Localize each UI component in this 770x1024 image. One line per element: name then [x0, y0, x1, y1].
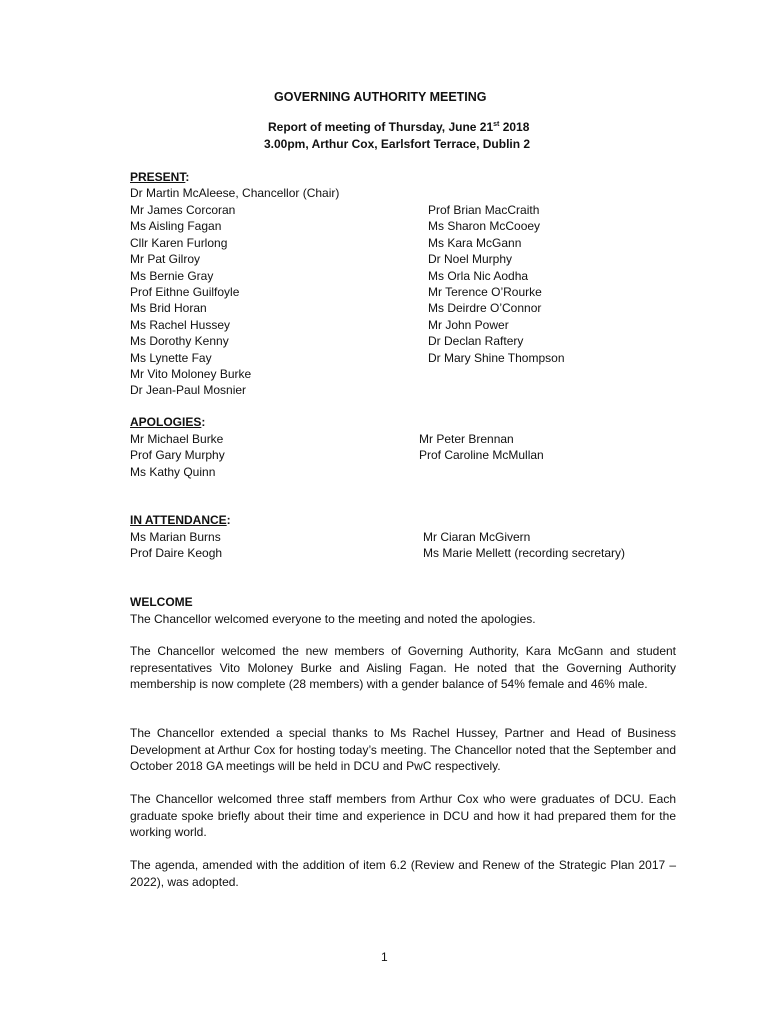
attendance-heading: IN ATTENDANCE: [130, 513, 231, 527]
apologies-list-right [419, 431, 544, 464]
welcome-paragraph-1: The Chancellor welcomed everyone to the meeting and noted the apologies. [130, 612, 536, 626]
report-date-sup: st [493, 121, 500, 128]
welcome-paragraph-5: The agenda, amended with the addition of item 6.2 (Review and Renew of the Strategic Plan 2017 – 2022), was adopted. [130, 858, 676, 889]
present-list-right [428, 202, 565, 366]
present-heading: PRESENT: [130, 170, 190, 184]
present-member: Ms Bernie Gray [130, 268, 214, 283]
present-member: Ms Brid Horan [130, 301, 207, 316]
attendee: Prof Daire Keogh [130, 546, 223, 561]
present-chair: Dr Martin McAleese, Chancellor (Chair) [130, 186, 340, 200]
report-date-text: Report of meeting of Thursday, June 21 [268, 120, 494, 134]
present-member: Ms Sharon McCooey [428, 219, 541, 234]
attendance-list-left [130, 529, 222, 562]
present-member: Ms Dorothy Kenny [130, 334, 229, 349]
report-date-line [268, 120, 529, 134]
present-member: Ms Deirdre O’Connor [428, 301, 542, 316]
apology-member: Prof Caroline McMullan [419, 448, 544, 463]
present-member: Mr Terence O’Rourke [428, 285, 542, 300]
apology-member: Mr Peter Brennan [419, 432, 514, 446]
present-member: Dr Declan Raftery [428, 334, 524, 349]
attendee: Ms Marian Burns [130, 530, 221, 544]
apology-member: Prof Gary Murphy [130, 448, 225, 463]
document-title: GOVERNING AUTHORITY MEETING [274, 90, 487, 104]
present-list-left [130, 202, 251, 399]
present-member: Prof Brian MacCraith [428, 203, 540, 217]
venue-line: 3.00pm, Arthur Cox, Earlsfort Terrace, Dublin 2 [264, 137, 531, 151]
welcome-heading: WELCOME [130, 595, 193, 609]
page-number: 1 [381, 950, 388, 964]
present-member: Prof Eithne Guilfoyle [130, 285, 240, 300]
present-member: Cllr Karen Furlong [130, 235, 228, 250]
present-member: Mr James Corcoran [130, 203, 236, 217]
present-heading-text: PRESENT [130, 170, 186, 184]
apology-member: Ms Kathy Quinn [130, 464, 216, 479]
welcome-paragraph-4: The Chancellor welcomed three staff members from Arthur Cox who were graduates of DCU. Each graduate spoke briefly about their time and experience in DCU and how it had prepared them for the working world. [130, 792, 676, 839]
present-member: Dr Mary Shine Thompson [428, 350, 565, 365]
attendance-list-right [423, 529, 625, 562]
present-member: Mr Pat Gilroy [130, 252, 201, 267]
present-member: Ms Rachel Hussey [130, 317, 231, 332]
present-member: Dr Jean-Paul Mosnier [130, 383, 247, 398]
welcome-paragraph-3: The Chancellor extended a special thanks to Ms Rachel Hussey, Partner and Head of Business Development at Arthur Cox for hosting today’s meeting. The Chancellor noted that the September and October 2018 GA meetings will be held in DCU and PwC respectively. [130, 726, 676, 773]
present-member: Ms Kara McGann [428, 235, 522, 250]
apology-member: Mr Michael Burke [130, 432, 224, 446]
present-member: Mr Vito Moloney Burke [130, 367, 252, 382]
welcome-paragraph-2: The Chancellor welcomed the new members of Governing Authority, Kara McGann and student representatives Vito Moloney Burke and Aisling Fagan. He noted that the Governing Authority membership is now complete (28 members) with a gender balance of 54% female and 46% male. [130, 644, 676, 691]
present-member: Mr John Power [428, 317, 509, 332]
apologies-list-left [130, 431, 225, 480]
present-member: Ms Aisling Fagan [130, 219, 222, 234]
present-member: Ms Orla Nic Aodha [428, 268, 529, 283]
apologies-heading: APOLOGIES: [130, 415, 206, 429]
attendee: Mr Ciaran McGivern [423, 530, 531, 544]
present-member: Ms Lynette Fay [130, 350, 212, 365]
attendee: Ms Marie Mellett (recording secretary) [423, 546, 626, 561]
report-date-year: 2018 [499, 120, 530, 134]
attendance-heading-text: IN ATTENDANCE [130, 513, 227, 527]
apologies-heading-text: APOLOGIES [130, 415, 202, 429]
present-member: Dr Noel Murphy [428, 252, 513, 267]
